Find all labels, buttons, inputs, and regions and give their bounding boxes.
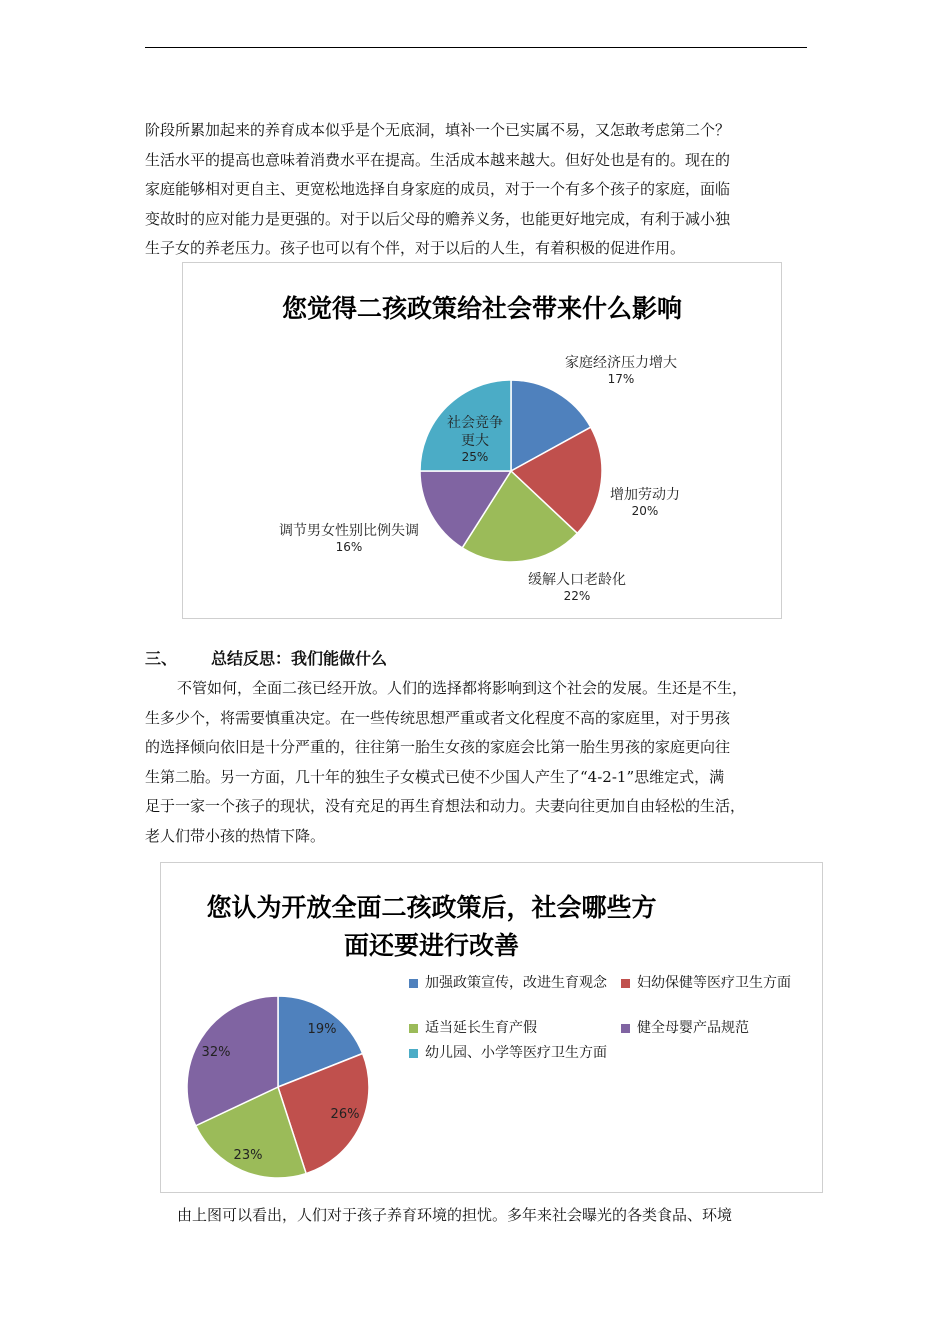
data-label: 25% <box>461 450 489 464</box>
legend-label: 加强政策宣传，改进生育观念 <box>425 975 607 991</box>
section-number: 三、 <box>145 649 178 668</box>
pie-chart-1 <box>183 263 781 618</box>
chart-title-line: 您认为开放全面二孩政策后，社会哪些方 <box>206 893 657 922</box>
text-line: 足于一家一个孩子的现状，没有充足的再生育想法和动力。夫妻向往更加自由轻松的生活， <box>145 797 746 815</box>
legend-label: 适当延长生育产假 <box>425 1020 537 1036</box>
legend-swatch <box>409 979 418 988</box>
text-line: 老人们带小孩的热情下降。 <box>145 826 326 845</box>
data-label: 16% <box>335 540 363 554</box>
legend-swatch <box>409 1049 418 1058</box>
data-label: 调节男女性别比例失调 <box>279 523 419 539</box>
text-line: 阶段所累加起来的养育成本似乎是个无底洞，填补一个已实属不易，又怎敢考虑第二个？ <box>145 121 731 139</box>
section-title: 总结反思：我们能做什么 <box>211 649 388 668</box>
data-label: 20% <box>631 504 659 518</box>
legend-swatch <box>409 1024 418 1033</box>
data-label: 19% <box>307 1022 337 1037</box>
data-label: 社会竞争 <box>447 415 503 431</box>
data-label: 17% <box>607 372 635 386</box>
data-label: 26% <box>330 1107 360 1122</box>
text-line: 家庭能够相对更自主、更宽松地选择自身家庭的成员，对于一个有多个孩子的家庭，面临 <box>145 180 731 198</box>
legend-swatch <box>621 979 630 988</box>
text-line: 生第二胎。另一方面，几十年的独生子女模式已使不少国人产生了“4-2-1”思维定式，满 <box>145 767 725 786</box>
chart-title: 您觉得二孩政策给社会带来什么影响 <box>281 294 682 323</box>
section-heading <box>145 646 387 669</box>
text-line: 生多少个，将需要慎重决定。在一些传统思想严重或者文化程度不高的家庭里，对于男孩 <box>145 708 731 727</box>
legend-item <box>621 974 837 993</box>
data-label: 家庭经济压力增大 <box>565 355 677 371</box>
data-label: 23% <box>233 1148 263 1163</box>
chart-legend <box>409 974 819 1094</box>
legend-item <box>409 1019 625 1038</box>
chart-improvements <box>160 862 823 1193</box>
legend-item <box>409 974 625 993</box>
text-line: 生子女的养老压力。孩子也可以有个伴，对于以后的人生，有着积极的促进作用。 <box>145 239 686 257</box>
text-line: 不管如何，全面二孩已经开放。人们的选择都将影响到这个社会的发展。生还是不生， <box>177 679 748 697</box>
intro-paragraph <box>145 116 809 264</box>
legend-label: 妇幼保健等医疗卫生方面 <box>637 975 791 991</box>
body-paragraph <box>145 674 809 851</box>
data-label: 增加劳动力 <box>610 487 680 503</box>
chart-title-line: 面还要进行改善 <box>343 931 519 960</box>
data-label: 22% <box>563 589 591 603</box>
text-line: 的选择倾向依旧是十分严重的，往往第一胎生女孩的家庭会比第一胎生男孩的家庭更向往 <box>145 738 731 756</box>
chart-social-impact <box>182 262 782 619</box>
legend-item <box>621 1019 837 1038</box>
text-line: 生活水平的提高也意味着消费水平在提高。生活成本越来越大。但好处也是有的。现在的 <box>145 150 731 169</box>
header-rule <box>145 47 807 48</box>
legend-label: 幼儿园、小学等医疗卫生方面 <box>425 1045 607 1061</box>
closing-paragraph <box>145 1201 809 1231</box>
data-label: 更大 <box>461 433 489 449</box>
text-line: 变故时的应对能力是更强的。对于以后父母的赡养义务，也能更好地完成，有利于减小独 <box>145 209 731 228</box>
data-label: 32% <box>201 1045 231 1060</box>
legend-item <box>409 1044 625 1063</box>
data-label: 缓解人口老龄化 <box>528 572 626 588</box>
legend-label: 健全母婴产品规范 <box>637 1020 749 1036</box>
text-line: 由上图可以看出，人们对于孩子养育环境的担忧。多年来社会曝光的各类食品、环境 <box>177 1206 733 1224</box>
legend-swatch <box>621 1024 630 1033</box>
